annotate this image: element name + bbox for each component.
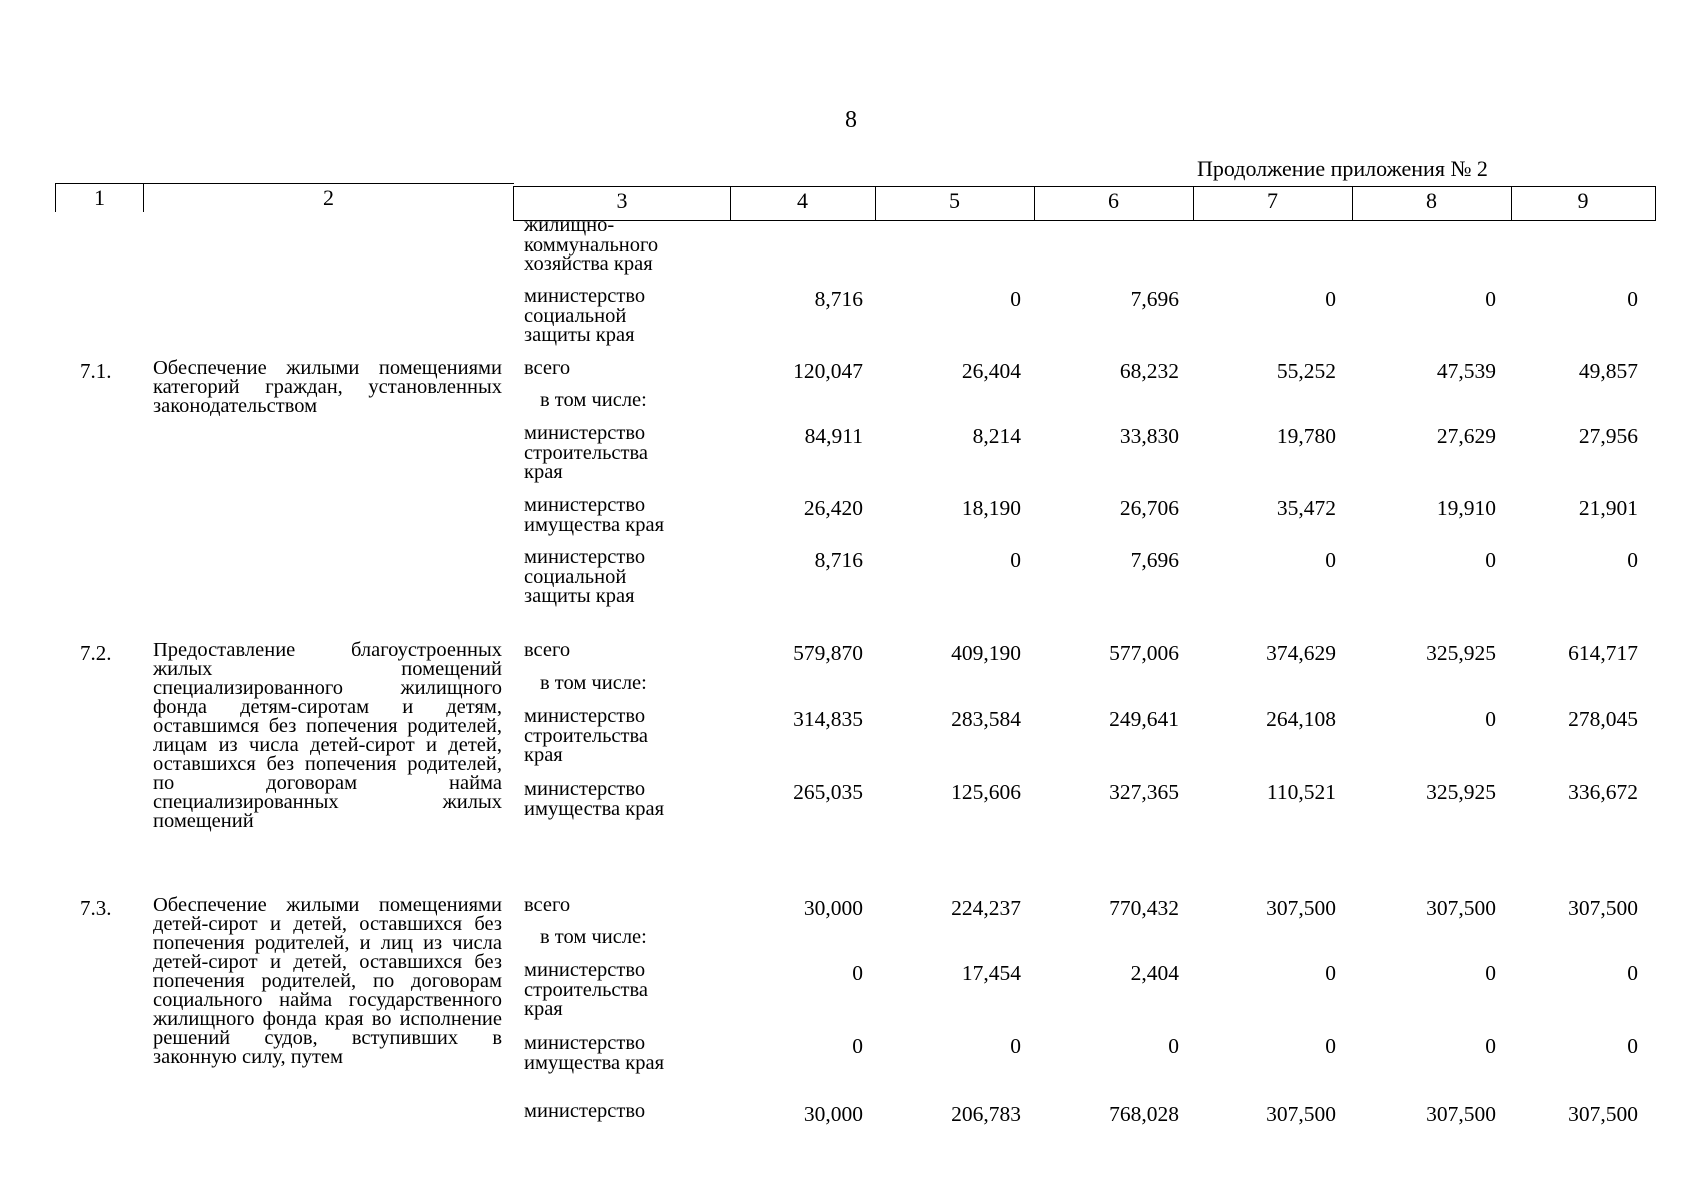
cell-col-7: 55,252	[1276, 359, 1336, 383]
cell-col-9: 27,956	[1578, 424, 1638, 448]
row-label: министерство строительства края	[524, 959, 648, 1020]
cell-col-4: 8,716	[814, 548, 863, 572]
header-col-6: 6	[1108, 188, 1119, 213]
cell-col-8: 325,925	[1426, 780, 1496, 804]
cell-col-9: 49,857	[1578, 359, 1638, 383]
cell-col-4: 26,420	[803, 496, 863, 520]
cell-col-6: 327,365	[1109, 780, 1179, 804]
header-col-3: 3	[616, 188, 628, 213]
cell-col-9: 0	[1627, 287, 1638, 311]
cell-col-7: 35,472	[1276, 496, 1336, 520]
cell-col-6: 768,028	[1109, 1102, 1179, 1126]
page-number: 8	[845, 107, 857, 133]
cell-col-9: 0	[1627, 961, 1638, 985]
cell-col-9: 614,717	[1568, 641, 1638, 665]
header-col-8: 8	[1426, 188, 1437, 213]
cell-col-6: 2,404	[1130, 961, 1179, 985]
cell-col-7: 374,629	[1266, 641, 1336, 665]
cell-col-9: 307,500	[1568, 1102, 1638, 1126]
cell-col-9: 336,672	[1568, 780, 1638, 804]
cell-col-5: 17,454	[961, 961, 1021, 985]
cell-col-4: 0	[852, 1034, 863, 1058]
cell-col-8: 47,539	[1436, 359, 1496, 383]
row-label: министерство имущества края	[524, 778, 665, 820]
cell-col-5: 18,190	[961, 496, 1021, 520]
cell-col-5: 0	[1010, 1034, 1021, 1058]
row-label: министерство социальной защиты края	[524, 285, 646, 346]
header-col-4: 4	[797, 188, 808, 213]
table-header-left	[55, 183, 514, 212]
row-number: 7.2.	[80, 641, 112, 665]
cell-col-9: 21,901	[1578, 496, 1638, 520]
cell-col-6: 26,706	[1119, 496, 1179, 520]
cell-col-5: 125,606	[951, 780, 1021, 804]
header-col-5: 5	[949, 188, 960, 213]
header-col-1: 1	[94, 185, 105, 210]
cell-col-6: 577,006	[1109, 641, 1179, 665]
cell-col-6: 249,641	[1109, 707, 1179, 731]
cell-col-7: 0	[1325, 548, 1336, 572]
row-description: Обеспечение жилыми помещениями детей-сирот и детей, оставшихся без попечения родителей, и лиц из числа детей-сирот и детей, оставшихся без попечения родителей, по договорам социального найма государственного жилищного фонда края во исполнение решений судов, вступивших в законную силу, путем	[153, 894, 502, 1068]
cell-col-7: 19,780	[1276, 424, 1336, 448]
cell-col-8: 307,500	[1426, 896, 1496, 920]
cell-col-4: 30,000	[803, 896, 863, 920]
cell-col-5: 26,404	[961, 359, 1021, 383]
cell-col-5: 8,214	[972, 424, 1021, 448]
row-label: в том числе:	[540, 672, 647, 694]
row-label: министерство строительства края	[524, 705, 648, 766]
header-col-2: 2	[323, 185, 334, 210]
cell-col-7: 110,521	[1266, 780, 1336, 804]
cell-col-8: 0	[1485, 1034, 1496, 1058]
row-label: всего	[524, 894, 571, 916]
cell-col-8: 0	[1485, 548, 1496, 572]
cell-col-6: 7,696	[1130, 287, 1179, 311]
cell-col-7: 0	[1325, 1034, 1336, 1058]
cell-col-6: 68,232	[1119, 359, 1179, 383]
cell-col-5: 0	[1010, 548, 1021, 572]
cell-col-6: 770,432	[1109, 896, 1179, 920]
row-label: министерство имущества края	[524, 1032, 665, 1074]
cell-col-4: 0	[852, 961, 863, 985]
cell-col-4: 265,035	[793, 780, 863, 804]
row-number: 7.1.	[80, 359, 112, 383]
header-col-7: 7	[1267, 188, 1278, 213]
row-description: Обеспечение жилыми помещениями категорий граждан, установленных законодательством	[153, 357, 502, 417]
cell-col-9: 278,045	[1568, 707, 1638, 731]
cell-col-5: 283,584	[951, 707, 1021, 731]
cell-col-4: 30,000	[803, 1102, 863, 1126]
cell-col-8: 27,629	[1436, 424, 1496, 448]
cell-col-8: 0	[1485, 961, 1496, 985]
cell-col-7: 0	[1325, 287, 1336, 311]
cell-col-4: 579,870	[793, 641, 863, 665]
cell-col-5: 409,190	[951, 641, 1021, 665]
cell-col-8: 325,925	[1426, 641, 1496, 665]
cell-col-8: 0	[1485, 707, 1496, 731]
cell-col-5: 206,783	[951, 1102, 1021, 1126]
cell-col-4: 8,716	[814, 287, 863, 311]
row-label: всего	[524, 639, 571, 661]
cell-col-4: 84,911	[804, 424, 863, 448]
row-number: 7.3.	[80, 896, 112, 920]
cell-col-7: 264,108	[1266, 707, 1336, 731]
cell-col-4: 120,047	[793, 359, 863, 383]
cell-col-9: 307,500	[1568, 896, 1638, 920]
cell-col-8: 19,910	[1436, 496, 1496, 520]
cell-col-7: 307,500	[1266, 1102, 1336, 1126]
cell-col-5: 224,237	[951, 896, 1021, 920]
row-label: министерство строительства края	[524, 422, 648, 483]
row-label: в том числе:	[540, 926, 647, 948]
cell-col-8: 0	[1485, 287, 1496, 311]
cell-col-4: 314,835	[793, 707, 863, 731]
cell-col-6: 0	[1168, 1034, 1179, 1058]
cell-col-7: 0	[1325, 961, 1336, 985]
continuation-title: Продолжение приложения № 2	[1197, 156, 1488, 181]
header-col-9: 9	[1577, 188, 1589, 213]
cell-col-5: 0	[1010, 287, 1021, 311]
row-label: министерство имущества края	[524, 494, 665, 536]
cell-col-6: 33,830	[1119, 424, 1179, 448]
cell-col-9: 0	[1627, 548, 1638, 572]
row-label: министерство социальной защиты края	[524, 546, 646, 607]
cell-col-6: 7,696	[1130, 548, 1179, 572]
row-label: в том числе:	[540, 389, 647, 411]
cell-col-9: 0	[1627, 1034, 1638, 1058]
row-label: жилищно-коммунального хозяйства края	[524, 214, 659, 275]
cell-col-7: 307,500	[1266, 896, 1336, 920]
row-description: Предоставление благоустроенных жилых помещений специализированного жилищного фонда детям-сиротам и детям, оставшимся без попечения родителей, лицам из числа детей-сирот и детей, оставшихся без попечения родителей, по договорам найма специализированных жилых помещений	[153, 639, 502, 832]
row-label: всего	[524, 357, 571, 379]
cell-col-8: 307,500	[1426, 1102, 1496, 1126]
row-label: министерство	[524, 1100, 646, 1122]
